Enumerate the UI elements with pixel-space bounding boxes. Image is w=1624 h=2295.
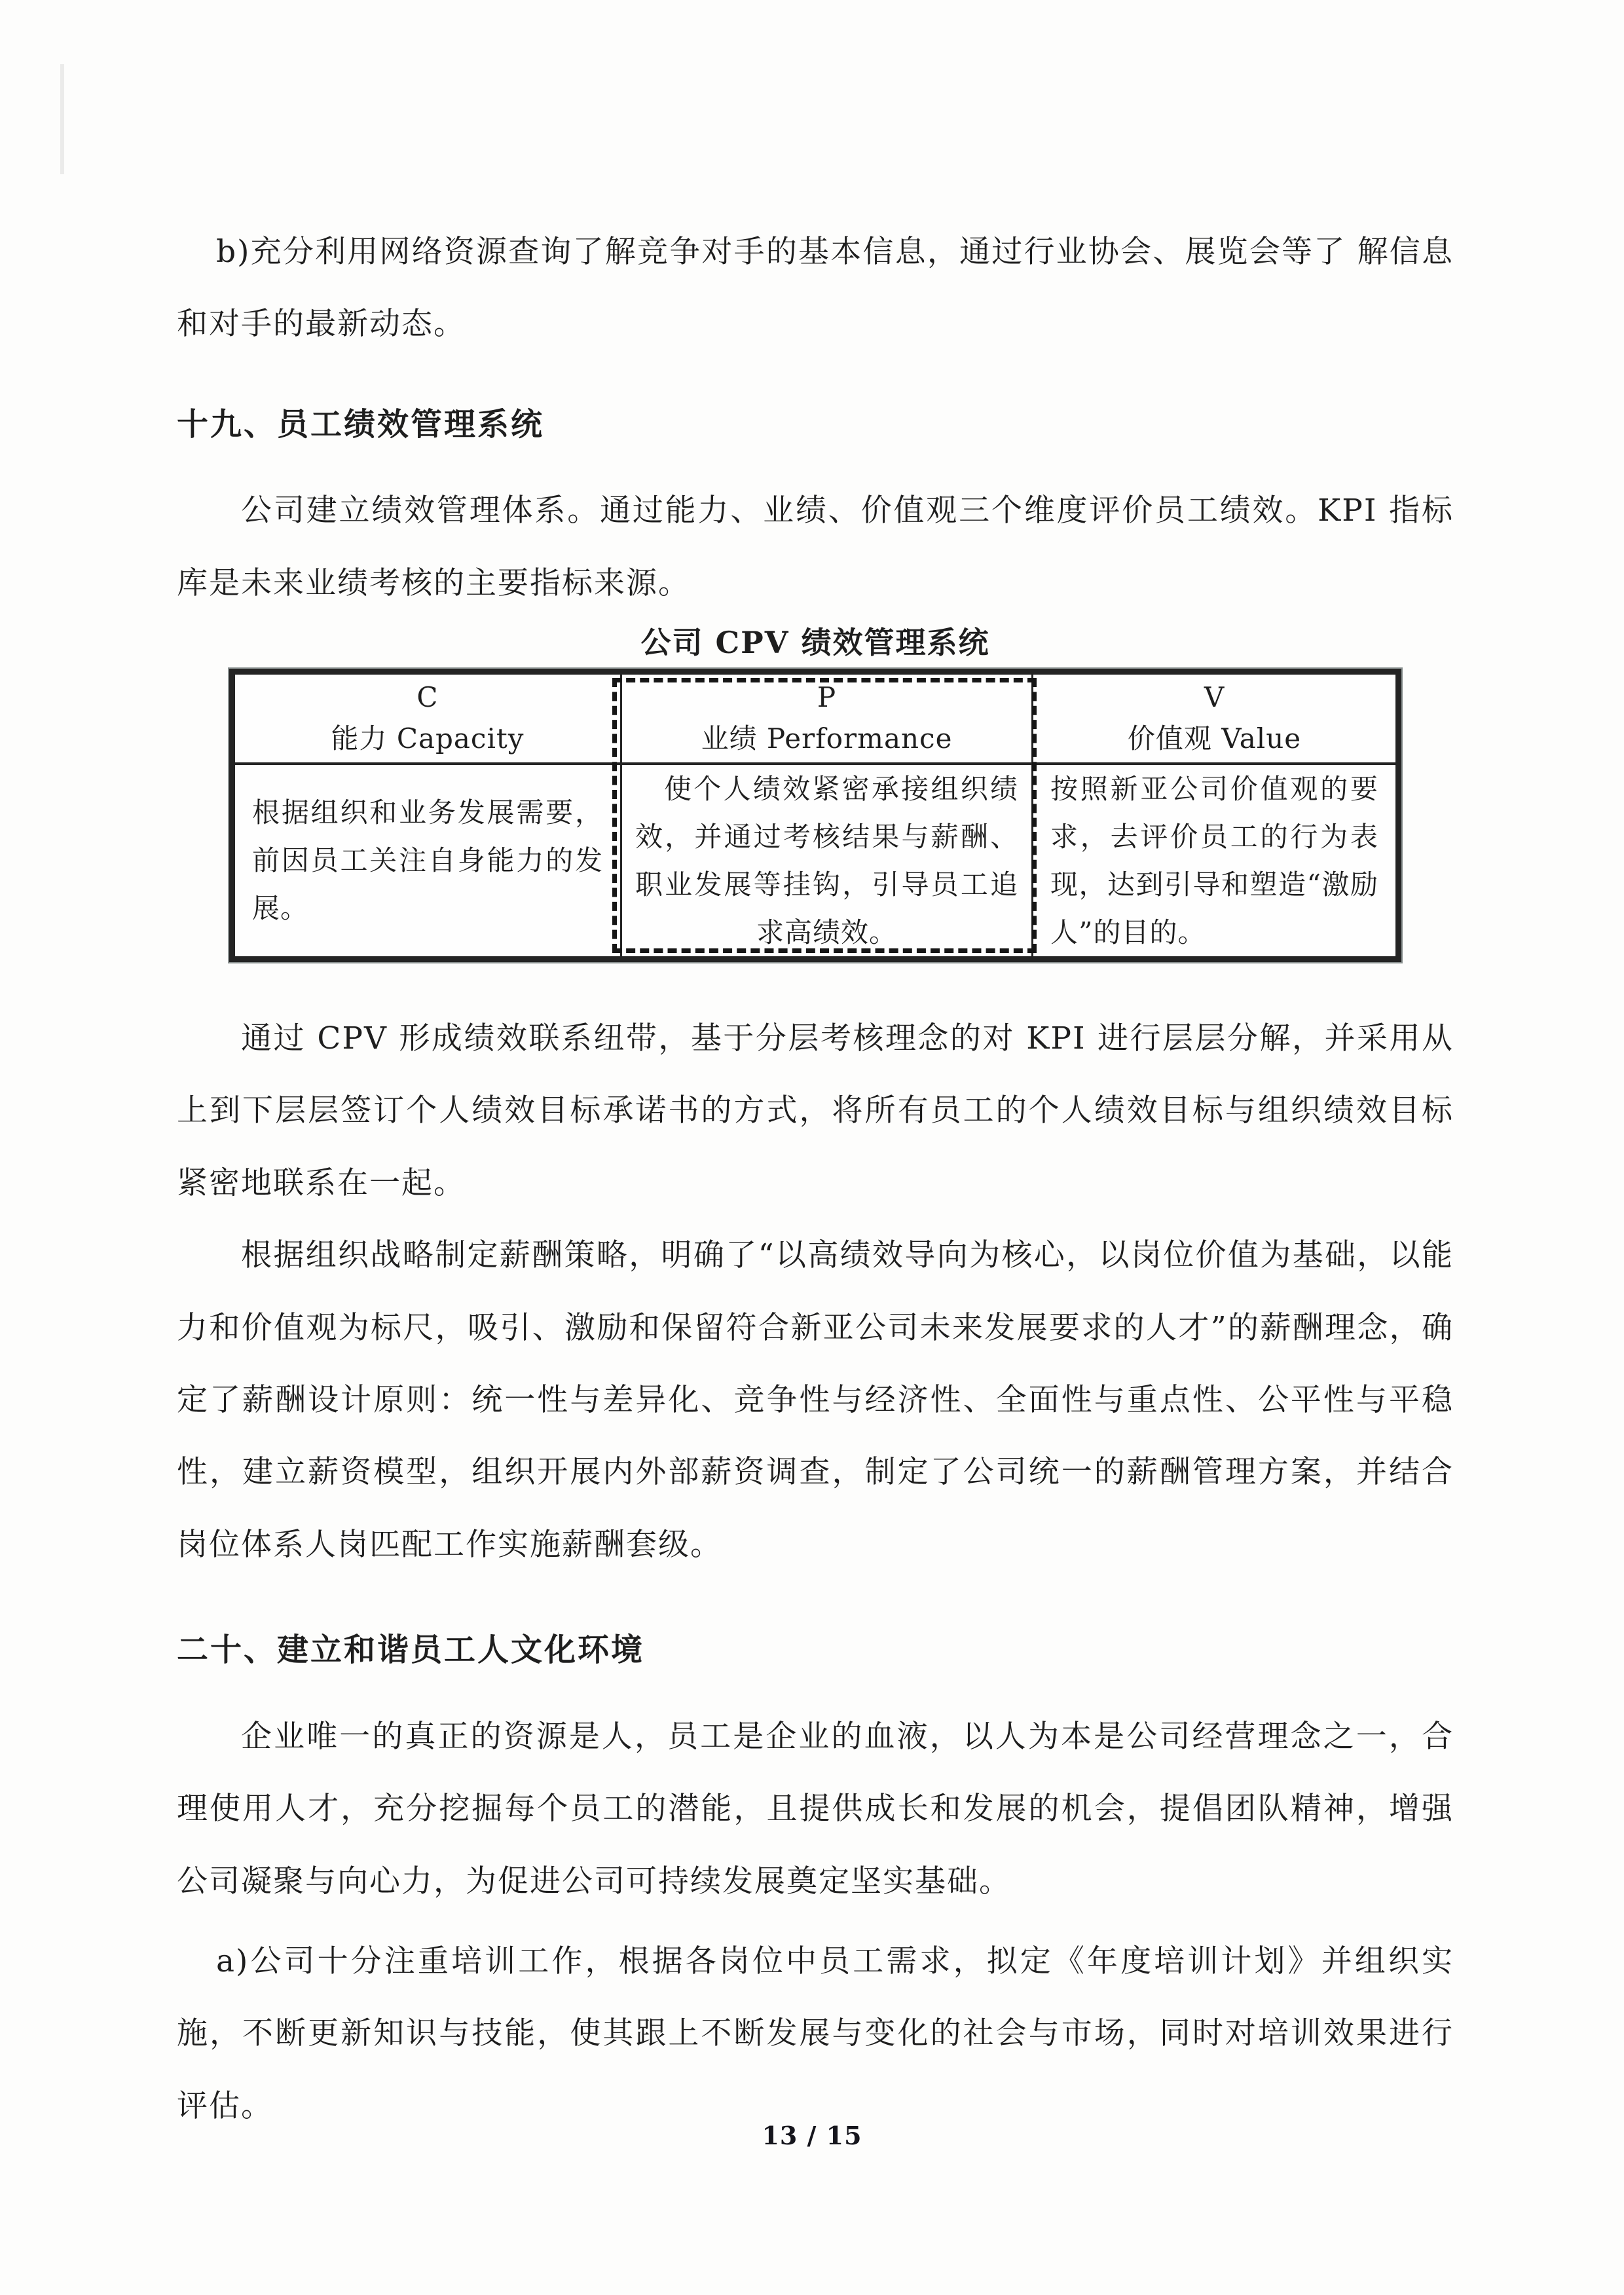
- scan-artifact: [60, 64, 64, 174]
- table-header-capacity: [235, 675, 620, 765]
- table-body-performance: 使个人绩效紧密承接组织绩效，并通过考核结果与薪酬、职业发展等挂钩，引导员工追求高绩效。: [620, 765, 1031, 956]
- page-number: 13 / 15: [762, 2121, 862, 2150]
- header-name-capacity: 能力 Capacity: [331, 722, 525, 755]
- paragraph-a-training: a)公司十分注重培训工作，根据各岗位中员工需求，拟定《年度培训计划》并组织实施，不断更新知识与技能，使其跟上不断发展与变化的社会与市场，同时对培训效果进行评估。: [177, 1943, 1454, 2124]
- header-letter-p: P: [817, 681, 837, 713]
- header-name-value: 价值观 Value: [1127, 722, 1302, 755]
- header-letter-c: C: [416, 681, 439, 713]
- document-content: [177, 216, 1454, 2142]
- header-letter-v: V: [1204, 681, 1225, 713]
- paragraph-cpv-linkage: 通过 CPV 形成绩效联系纽带，基于分层考核理念的对 KPI 进行层层分解，并采用从上到下层层签订个人绩效目标承诺书的方式，将所有员工的个人绩效目标与组织绩效目标紧密地联系在一起。: [177, 1020, 1454, 1201]
- table-body-value: 按照新亚公司价值观的要求，去评价员工的行为表现，达到引导和塑造“激励人”的目的。: [1031, 765, 1395, 956]
- table-title: 公司 CPV 绩效管理系统: [640, 625, 990, 661]
- table-body-capacity: 根据组织和业务发展需要，前因员工关注自身能力的发展。: [252, 796, 603, 925]
- header-name-performance: 业绩 Performance: [701, 722, 953, 755]
- table-header-performance: [620, 675, 1031, 765]
- paragraph-19-intro: 公司建立绩效管理体系。通过能力、业绩、价值观三个维度评价员工绩效。KPI 指标库是未来业绩考核的主要指标来源。: [177, 493, 1454, 601]
- paragraph-b-network-resources: b)充分利用网络资源查询了解竞争对手的基本信息，通过行业协会、展览会等了 解信息和对手的最新动态。: [177, 234, 1454, 343]
- heading-20-harmonious-culture: 二十、建立和谐员工人文化环境: [177, 1632, 645, 1669]
- paragraph-20-intro: 企业唯一的真正的资源是人，员工是企业的血液，以人为本是公司经营理念之一，合理使用人才，充分挖掘每个员工的潜能，且提供成长和发展的机会，提倡团队精神，增强公司凝聚与向心力，为促进公司可持续发展奠定坚实基础。: [177, 1718, 1454, 1899]
- cpv-table: [229, 669, 1401, 962]
- paragraph-salary-strategy: 根据组织战略制定薪酬策略，明确了“以高绩效导向为核心，以岗位价值为基础，以能力和价值观为标尺，吸引、激励和保留符合新亚公司未来发展要求的人才”的薪酬理念，确定了薪酬设计原则：统一性与差异化、竞争性与经济性、全面性与重点性、公平性与平稳性，建立薪资模型，组织开展内外部薪资调查，制定了公司统一的薪酬管理方案，并结合岗位体系人岗匹配工作实施薪酬套级。: [177, 1237, 1454, 1563]
- heading-19-performance-management: 十九、员工绩效管理系统: [177, 405, 545, 443]
- table-header-value: [1031, 675, 1395, 765]
